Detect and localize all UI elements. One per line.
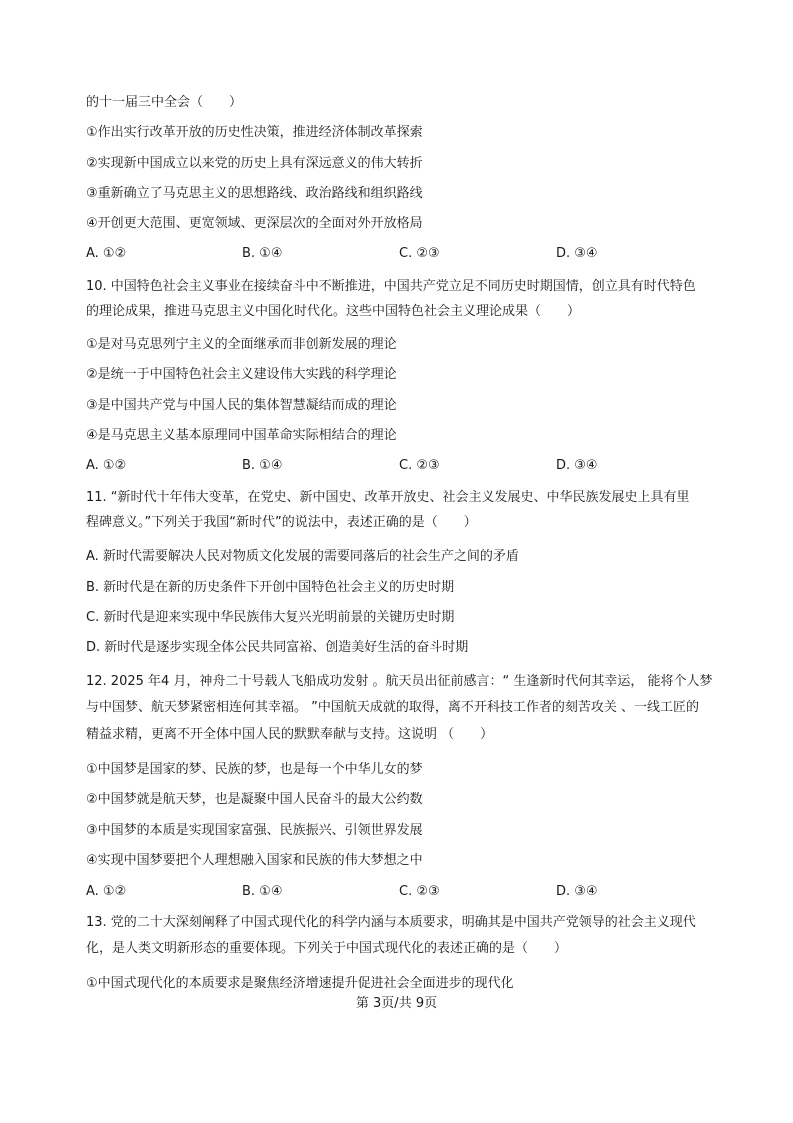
q11-choice-d: D. 新时代是逐步实现全体公民共同富裕、创造美好生活的奋斗时期 bbox=[86, 640, 469, 655]
q9-option-c: C. ②③ bbox=[399, 246, 440, 261]
q12-option-d: D. ③④ bbox=[556, 884, 598, 899]
q10-option-d: D. ③④ bbox=[556, 458, 598, 473]
q12-item-3: ③中国梦的本质是实现国家富强、民族振兴、引领世界发展 bbox=[86, 823, 423, 838]
q13-stem-line-1: 13. 党的二十大深刻阐释了中国式现代化的科学内涵与本质要求，明确其是中国共产党领导的社会主义现代 bbox=[86, 915, 696, 930]
q11-stem-line-1: 11. “新时代十年伟大变革，在党史、新中国史、改革开放史、社会主义发展史、中华民族发展史上具有里 bbox=[86, 490, 690, 505]
q10-stem-line-2: 的理论成果，推进马克思主义中国化时代化。这些中国特色社会主义理论成果（ ） bbox=[86, 304, 581, 319]
q10-option-a: A. ①② bbox=[86, 458, 127, 473]
q12-option-c: C. ②③ bbox=[399, 884, 440, 899]
q9-option-d: D. ③④ bbox=[556, 246, 598, 261]
q13-stem-line-2: 化，是人类文明新形态的重要体现。下列关于中国式现代化的表述正确的是（ ） bbox=[86, 941, 568, 956]
q12-item-4: ④实现中国梦要把个人理想融入国家和民族的伟大梦想之中 bbox=[86, 853, 423, 868]
q10-option-c: C. ②③ bbox=[399, 458, 440, 473]
q9-stem: 的十一届三中全会（ ） bbox=[86, 95, 243, 110]
q12-stem-line-3: 精益求精，更离不开全体中国人民的默默奉献与支持。这说明 （ ） bbox=[86, 727, 494, 742]
q9-option-a: A. ①② bbox=[86, 246, 127, 261]
q12-stem-line-2: 与中国梦、航天梦紧密相连何其幸福。 ”中国航天成就的取得，离不开科技工作者的刻苦攻关 、一线工匠的 bbox=[86, 700, 700, 715]
q12-option-a: A. ①② bbox=[86, 884, 127, 899]
q12-stem-line-1: 12. 2025 年4 月，神舟二十号载人飞船成功发射 。航天员出征前感言：“ 生逢新时代何其幸运， 能将个人梦 bbox=[86, 674, 713, 689]
q10-item-2: ②是统一于中国特色社会主义建设伟大实践的科学理论 bbox=[86, 367, 397, 382]
page-number: 第 3页/共 9页 bbox=[355, 996, 438, 1011]
q9-option-b: B. ①④ bbox=[242, 246, 283, 261]
q10-item-1: ①是对马克思列宁主义的全面继承而非创新发展的理论 bbox=[86, 337, 397, 352]
q12-item-1: ①中国梦是国家的梦、民族的梦，也是每一个中华儿女的梦 bbox=[86, 762, 423, 777]
q10-item-3: ③是中国共产党与中国人民的集体智慧凝结而成的理论 bbox=[86, 398, 397, 413]
q9-item-2: ②实现新中国成立以来党的历史上具有深远意义的伟大转折 bbox=[86, 156, 423, 171]
q10-stem-line-1: 10. 中国特色社会主义事业在接续奋斗中不断推进，中国共产党立足不同历史时期国情，创立具有时代特色 bbox=[86, 279, 696, 294]
q9-item-1: ①作出实行改革开放的历史性决策，推进经济体制改革探索 bbox=[86, 125, 423, 140]
q10-option-b: B. ①④ bbox=[242, 458, 283, 473]
q12-item-2: ②中国梦就是航天梦，也是凝聚中国人民奋斗的最大公约数 bbox=[86, 792, 423, 807]
q11-choice-b: B. 新时代是在新的历史条件下开创中国特色社会主义的历史时期 bbox=[86, 580, 455, 595]
q9-item-4: ④开创更大范围、更宽领域、更深层次的全面对外开放格局 bbox=[86, 216, 423, 231]
q10-item-4: ④是马克思主义基本原理同中国革命实际相结合的理论 bbox=[86, 428, 397, 443]
q13-item-1: ①中国式现代化的本质要求是聚焦经济增速提升促进社会全面进步的现代化 bbox=[86, 976, 514, 991]
q12-option-b: B. ①④ bbox=[242, 884, 283, 899]
q11-stem-line-2: 程碑意义。”下列关于我国“新时代”的说法中，表述正确的是（ ） bbox=[86, 515, 477, 530]
q11-choice-c: C. 新时代是迎来实现中华民族伟大复兴光明前景的关键历史时期 bbox=[86, 610, 455, 625]
q11-choice-a: A. 新时代需要解决人民对物质文化发展的需要同落后的社会生产之间的矛盾 bbox=[86, 549, 519, 564]
q9-item-3: ③重新确立了马克思主义的思想路线、政治路线和组织路线 bbox=[86, 186, 423, 201]
